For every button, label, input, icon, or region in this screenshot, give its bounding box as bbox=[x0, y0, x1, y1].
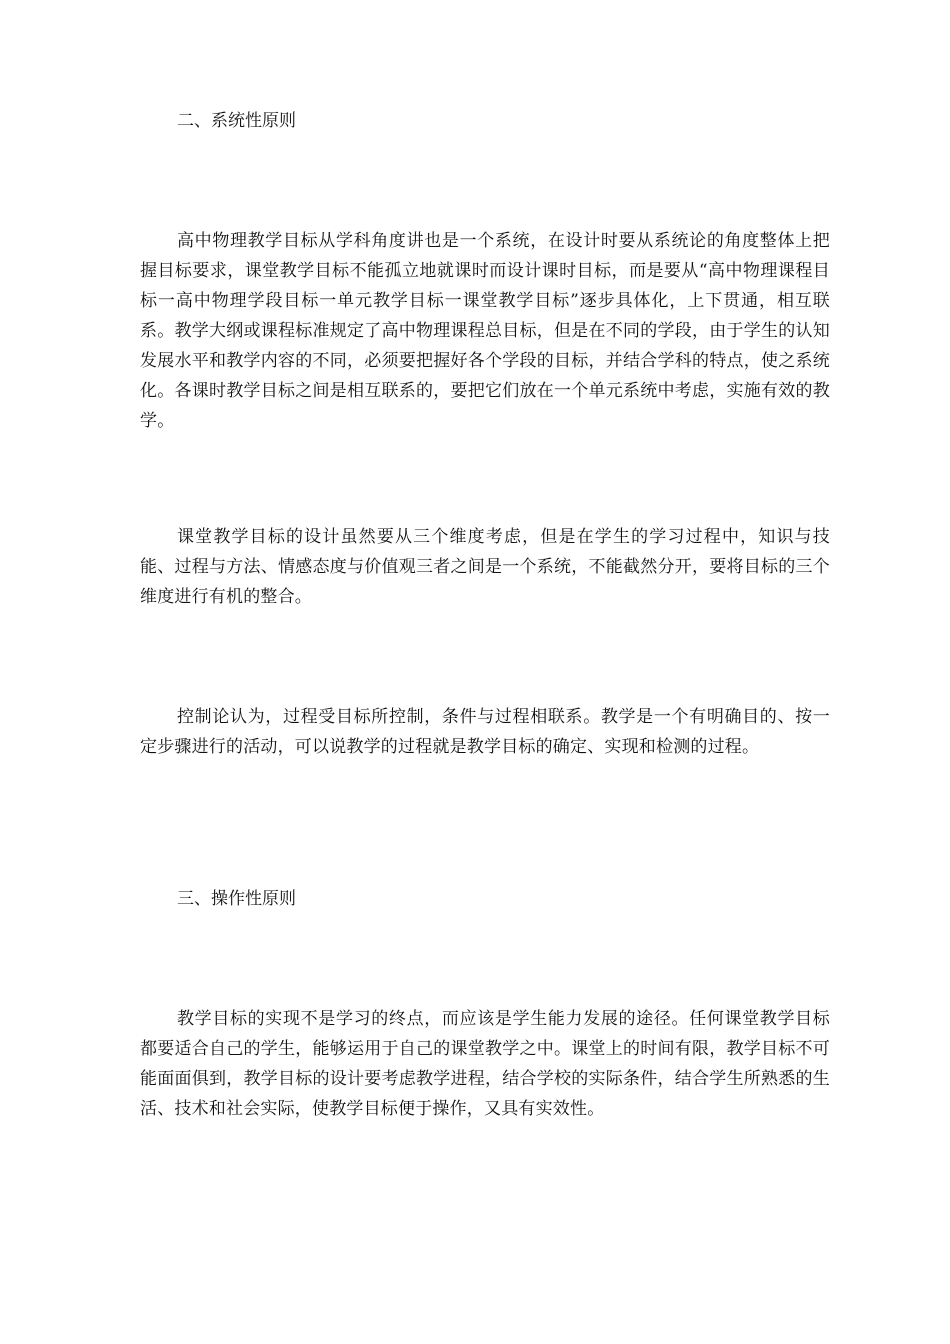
paragraph-system-overview: 高中物理教学目标从学科角度讲也是一个系统，在设计时要从系统论的角度整体上把握目标要求，课堂教学目标不能孤立地就课时而设计课时目标，而是要从“高中物理课程目标一高中物理学段目标一单元教学目标一课堂教学目标”逐步具体化，上下贯通，相互联系。教学大纲或课程标准规定了高中物理课程总目标，但是在不同的学段，由于学生的认知发展水平和教学内容的不同，必须要把握好各个学段的目标，并结合学科的特点，使之系统化。各课时教学目标之间是相互联系的，要把它们放在一个单元系统中考虑，实施有效的教学。 bbox=[140, 231, 830, 431]
paragraph-operability: 教学目标的实现不是学习的终点，而应该是学生能力发展的途径。任何课堂教学目标都要适合自己的学生，能够运用于自己的课堂教学之中。课堂上的时间有限，教学目标不可能面面俱到，教学目标的设计要考虑教学进程，结合学校的实际条件，结合学生所熟悉的生活、技术和社会实际，使教学目标便于操作，又具有实效性。 bbox=[140, 1009, 830, 1119]
section-heading-operability-principle: 三、操作性原则 bbox=[177, 889, 296, 909]
paragraph-three-dimensions: 课堂教学目标的设计虽然要从三个维度考虑，但是在学生的学习过程中，知识与技能、过程与方法、情感态度与价值观三者之间是一个系统，不能截然分开，要将目标的三个维度进行有机的整合。 bbox=[140, 527, 830, 607]
section-heading-systematic-principle: 二、系统性原则 bbox=[177, 111, 296, 131]
paragraph-control-theory: 控制论认为，过程受目标所控制，条件与过程相联系。教学是一个有明确目的、按一定步骤进行的活动，可以说教学的过程就是教学目标的确定、实现和检测的过程。 bbox=[140, 707, 830, 757]
